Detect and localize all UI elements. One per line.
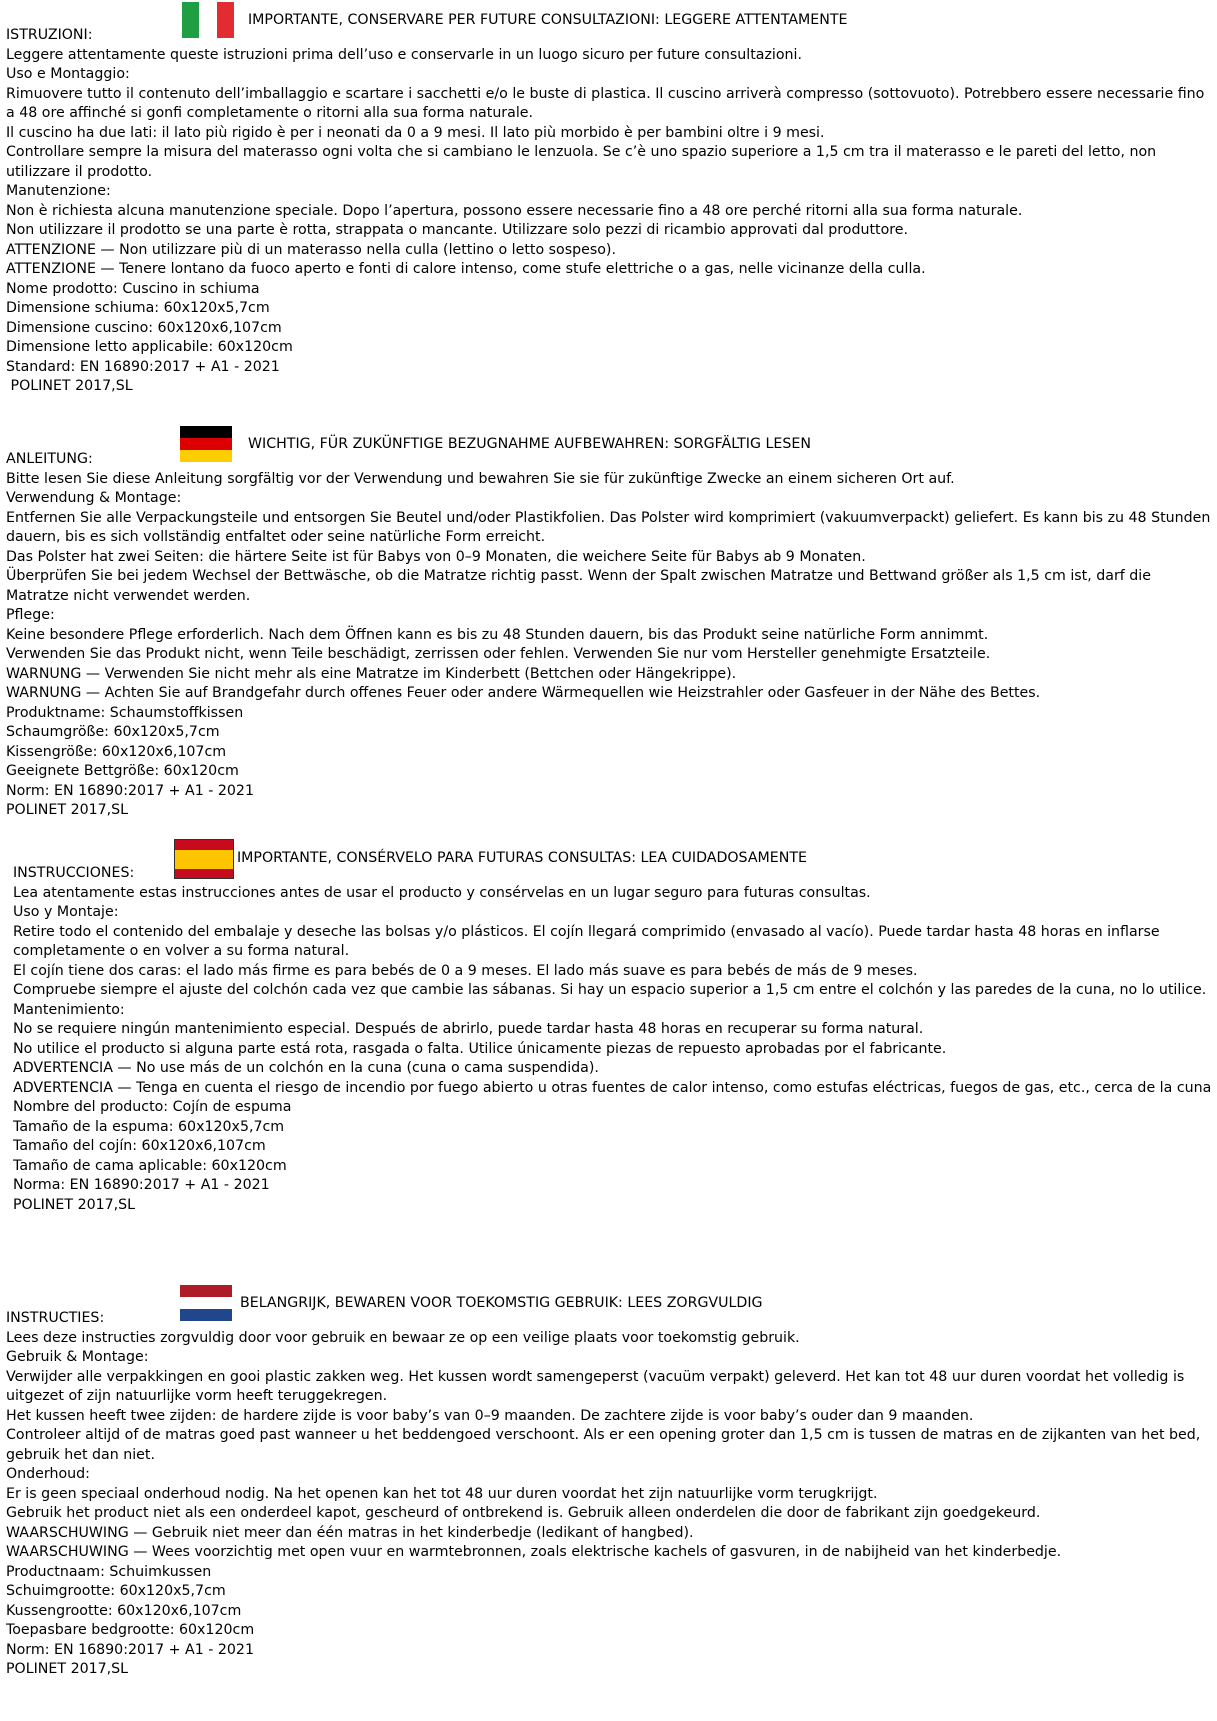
body-line: Überprüfen Sie bei jedem Wechsel der Bettwäsche, ob die Matratze richtig passt. Wenn der Spalt zwischen Matratze und Bettwand größer als 1,5 cm ist, darf die Matratze nicht verwendet werden. xyxy=(6,568,1156,604)
body-line: Verwenden Sie das Produkt nicht, wenn Teile beschädigt, zerrissen oder fehlen. Verwenden Sie nur vom Hersteller genehmigte Ersatzteile. xyxy=(6,646,991,662)
body-line: Geeignete Bettgröße: 60x120cm xyxy=(6,763,239,779)
section-title: IMPORTANTE, CONSÉRVELO PARA FUTURAS CONSULTAS: LEA CUIDADOSAMENTE xyxy=(237,850,807,866)
body-line: WARNUNG — Verwenden Sie nicht mehr als eine Matratze im Kinderbett (Bettchen oder Hängekrippe). xyxy=(6,665,737,682)
body-line: ADVERTENCIA — Tenga en cuenta el riesgo de incendio por fuego abierto u otras fuentes de calor intenso, como estufas eléctricas, fuegos de gas, etc., cerca de la cuna xyxy=(13,1079,1212,1096)
italy-flag-icon xyxy=(182,2,234,38)
body-line: Compruebe siempre el ajuste del colchón cada vez que cambie las sábanas. Si hay un espacio superior a 1,5 cm entre el colchón y las paredes de la cuna, no lo utilice. xyxy=(13,982,1207,998)
flag-stripe xyxy=(180,1297,232,1309)
flag-stripe xyxy=(175,850,233,869)
body-line: Lea atentamente estas instrucciones antes de usar el producto y consérvelas en un lugar seguro para futuras consultas. xyxy=(13,884,871,901)
body-line: POLINET 2017,SL xyxy=(6,1661,129,1677)
body-line: WAARSCHUWING — Wees voorzichtig met open vuur en warmtebronnen, zoals elektrische kachels of gasvuren, in de nabijheid van het kinderbedje. xyxy=(6,1544,1062,1560)
body-line: WAARSCHUWING — Gebruik niet meer dan één matras in het kinderbedje (ledikant of hangbed). xyxy=(6,1524,694,1541)
body-line: Norm: EN 16890:2017 + A1 - 2021 xyxy=(6,1641,254,1658)
body-line: INSTRUCCIONES: xyxy=(13,865,135,881)
flag-stripe xyxy=(180,438,232,450)
body-line: ADVERTENCIA — No use más de un colchón en la cuna (cuna o cama suspendida). xyxy=(13,1060,599,1076)
body-line: Norm: EN 16890:2017 + A1 - 2021 xyxy=(6,782,254,799)
body-line: Non utilizzare il prodotto se una parte è rotta, strappata o mancante. Utilizzare solo pezzi di ricambio approvati dal produttore. xyxy=(6,222,909,238)
body-line: Dimensione schiuma: 60x120x5,7cm xyxy=(6,300,270,316)
netherlands-flag-icon xyxy=(180,1285,232,1321)
body-line: ANLEITUNG: xyxy=(6,451,93,467)
section-title: IMPORTANTE, CONSERVARE PER FUTURE CONSULTAZIONI: LEGGERE ATTENTAMENTE xyxy=(248,12,848,28)
body-line: POLINET 2017,SL xyxy=(6,802,129,818)
body-line: Schuimgrootte: 60x120x5,7cm xyxy=(6,1583,226,1599)
body-line: Kissengröße: 60x120x6,107cm xyxy=(6,743,227,760)
body-line: No se requiere ningún mantenimiento especial. Después de abrirlo, puede tardar hasta 48 horas en recuperar su forma natural. xyxy=(13,1021,924,1037)
flag-stripe xyxy=(180,1309,232,1321)
body-line: Onderhoud: xyxy=(6,1466,90,1482)
body-line: Productnaam: Schuimkussen xyxy=(6,1563,212,1580)
flag-stripe xyxy=(180,1285,232,1297)
body-line: Produktname: Schaumstoffkissen xyxy=(6,704,244,721)
body-line: WARNUNG — Achten Sie auf Brandgefahr durch offenes Feuer oder andere Wärmequellen wie Heizstrahler oder Gasfeuer in der Nähe des Bettes. xyxy=(6,685,1041,701)
body-line: Uso e Montaggio: xyxy=(6,66,130,82)
section-spanish xyxy=(0,840,1217,1215)
body-line: Rimuovere tutto il contenuto dell’imballaggio e scartare i sacchetti e/o le buste di plastica. Il cuscino arriverà compresso (sottovuoto). Potrebbero essere necessarie fino a 48 ore affinché si gonfi completamente o ritorni alla sua forma naturale. xyxy=(6,85,1209,121)
body-line: Bitte lesen Sie diese Anleitung sorgfältig vor der Verwendung und bewahren Sie sie für zukünftige Zwecke an einem sicheren Ort auf. xyxy=(6,470,955,487)
section-body xyxy=(6,1309,1213,1680)
body-line: Entfernen Sie alle Verpackungsteile und entsorgen Sie Beutel und/oder Plastikfolien. Das Polster wird komprimiert (vakuumverpackt) geliefert. Es kann bis zu 48 Stunden dauern, bis es sich vollständig entfaltet oder seine natürliche Form erreicht. xyxy=(6,509,1215,545)
body-line: ATTENZIONE — Tenere lontano da fuoco aperto e fonti di calore intenso, come stufe elettriche o a gas, nelle vicinanze della culla. xyxy=(6,261,926,277)
body-line: ISTRUZIONI: xyxy=(6,27,93,43)
body-line: Leggere attentamente queste istruzioni prima dell’uso e conservarle in un luogo sicuro per future consultazioni. xyxy=(6,46,802,63)
body-line: Retire todo el contenido del embalaje y deseche las bolsas y/o plásticos. El cojín llegará comprimido (envasado al vacío). Puede tardar hasta 48 horas en inflarse completamente o en volver a su forma natural. xyxy=(13,923,1165,959)
body-line: Controllare sempre la misura del materasso ogni volta che si cambiano le lenzuola. Se c’è uno spazio superiore a 1,5 cm tra il materasso e le pareti del letto, non utilizzare il prodotto. xyxy=(6,144,1161,180)
body-line: ATTENZIONE — Non utilizzare più di un materasso nella culla (lettino o letto sospeso). xyxy=(6,241,616,258)
body-line: Gebruik het product niet als een onderdeel kapot, gescheurd of ontbrekend is. Gebruik alleen onderdelen die door de fabrikant zijn goedgekeurd. xyxy=(6,1505,1041,1521)
flag-stripe xyxy=(180,450,232,462)
body-line: Tamaño del cojín: 60x120x6,107cm xyxy=(13,1138,266,1154)
body-line: Controleer altijd of de matras goed past wanneer u het beddengoed verschoont. Als er een opening groter dan 1,5 cm is tussen de matras en de zijkanten van het bed, gebruik het dan niet. xyxy=(6,1427,1205,1463)
body-line: Il cuscino ha due lati: il lato più rigido è per i neonati da 0 a 9 mesi. Il lato più morbido è per bambini oltre i 9 mesi. xyxy=(6,124,825,141)
body-line: POLINET 2017,SL xyxy=(6,378,133,394)
section-header xyxy=(0,1285,1217,1321)
body-line: Dimensione cuscino: 60x120x6,107cm xyxy=(6,319,282,336)
flag-stripe xyxy=(175,869,233,879)
germany-flag-icon xyxy=(180,426,232,462)
body-line: Manutenzione: xyxy=(6,183,111,199)
section-title: BELANGRIJK, BEWAREN VOOR TOEKOMSTIG GEBRUIK: LEES ZORGVULDIG xyxy=(240,1295,763,1311)
body-line: Verwendung & Montage: xyxy=(6,490,182,506)
body-line: Gebruik & Montage: xyxy=(6,1349,149,1365)
section-body xyxy=(6,450,1213,821)
flag-stripe xyxy=(180,426,232,438)
body-line: Pflege: xyxy=(6,607,55,623)
body-line: Verwijder alle verpakkingen en gooi plastic zakken weg. Het kussen wordt samengeperst (vacuüm verpakt) geleverd. Het kan tot 48 uur duren voordat het volledig is uitgezet of zijn natuurlijke vorm heeft teruggekregen. xyxy=(6,1368,1189,1404)
flag-stripe xyxy=(217,2,234,38)
flag-stripe xyxy=(199,2,216,38)
section-german xyxy=(0,426,1217,821)
section-body xyxy=(6,26,1213,397)
body-line: No utilice el producto si alguna parte está rota, rasgada o falta. Utilice únicamente piezas de repuesto aprobadas por el fabricante. xyxy=(13,1040,947,1057)
body-line: Er is geen speciaal onderhoud nodig. Na het openen kan het tot 48 uur duren voordat het zijn natuurlijke vorm terugkrijgt. xyxy=(6,1485,878,1502)
body-line: Uso y Montaje: xyxy=(13,904,119,920)
body-line: Schaumgröße: 60x120x5,7cm xyxy=(6,724,220,740)
section-title: WICHTIG, FÜR ZUKÜNFTIGE BEZUGNAHME AUFBEWAHREN: SORGFÄLTIG LESEN xyxy=(248,436,811,452)
body-line: Nome prodotto: Cuscino in schiuma xyxy=(6,280,260,297)
body-line: El cojín tiene dos caras: el lado más firme es para bebés de 0 a 9 meses. El lado más suave es para bebés de más de 9 meses. xyxy=(13,962,918,979)
body-line: Keine besondere Pflege erforderlich. Nach dem Öffnen kann es bis zu 48 Stunden dauern, bis das Produkt seine natürliche Form annimmt. xyxy=(6,626,989,643)
flag-stripe xyxy=(175,840,233,850)
body-line: Das Polster hat zwei Seiten: die härtere Seite ist für Babys von 0–9 Monaten, die weichere Seite für Babys ab 9 Monaten. xyxy=(6,548,866,565)
body-line: Lees deze instructies zorgvuldig door voor gebruik en bewaar ze op een veilige plaats voor toekomstig gebruik. xyxy=(6,1329,800,1346)
body-line: Toepasbare bedgrootte: 60x120cm xyxy=(6,1622,255,1638)
body-line: Nombre del producto: Cojín de espuma xyxy=(13,1099,292,1115)
body-line: Tamaño de la espuma: 60x120x5,7cm xyxy=(13,1118,285,1135)
flag-stripe xyxy=(182,2,199,38)
body-line: Het kussen heeft twee zijden: de hardere zijde is voor baby’s van 0–9 maanden. De zachtere zijde is voor baby’s ouder dan 9 maanden. xyxy=(6,1407,974,1424)
body-line: Mantenimiento: xyxy=(13,1001,125,1018)
section-header xyxy=(0,2,1217,38)
spain-flag-icon xyxy=(175,840,233,878)
section-header xyxy=(0,840,1217,876)
body-line: INSTRUCTIES: xyxy=(6,1310,105,1326)
body-line: Tamaño de cama aplicable: 60x120cm xyxy=(13,1157,287,1174)
body-line: POLINET 2017,SL xyxy=(13,1196,136,1213)
section-header xyxy=(0,426,1217,462)
body-line: Kussengrootte: 60x120x6,107cm xyxy=(6,1602,242,1619)
section-dutch xyxy=(0,1285,1217,1680)
section-italian xyxy=(0,2,1217,397)
body-line: Dimensione letto applicabile: 60x120cm xyxy=(6,339,293,355)
section-body xyxy=(13,864,1217,1215)
body-line: Non è richiesta alcuna manutenzione speciale. Dopo l’apertura, possono essere necessarie fino a 48 ore perché ritorni alla sua forma naturale. xyxy=(6,202,1023,219)
body-line: Standard: EN 16890:2017 + A1 - 2021 xyxy=(6,358,280,375)
body-line: Norma: EN 16890:2017 + A1 - 2021 xyxy=(13,1177,270,1193)
